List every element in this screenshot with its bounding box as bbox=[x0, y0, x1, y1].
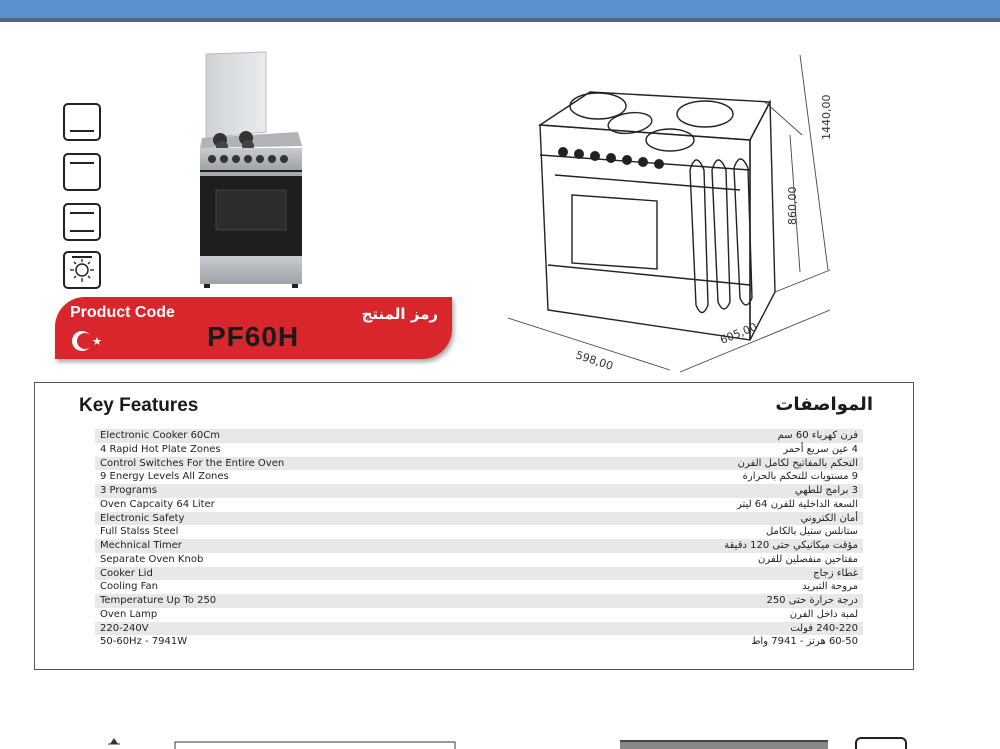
feature-row: Cooling Fan مروحة التبريد bbox=[100, 581, 858, 593]
dimension-drawing bbox=[500, 40, 900, 385]
feature-row: 4 Rapid Hot Plate Zones 4 عين سريع أحمر bbox=[100, 443, 858, 455]
feature-row: 220-240V 240-220 فولت bbox=[95, 622, 863, 636]
feature-row: Temperature Up To 250 درجة حرارة حتى 250 bbox=[95, 594, 863, 608]
top-heat-icon bbox=[63, 153, 101, 191]
feature-row: Oven Capcaity 64 Liter السعة الداخلية للفرن 64 ليتر bbox=[100, 498, 858, 510]
product-code-label: Product Code bbox=[70, 304, 175, 321]
turkey-flag-icon bbox=[70, 329, 110, 353]
top-bar bbox=[0, 0, 1000, 22]
feature-row: Separate Oven Knob مفتاحين منفصلين للفرن bbox=[100, 553, 858, 565]
features-title: Key Features bbox=[79, 395, 199, 416]
top-bottom-heat-icon bbox=[63, 203, 101, 241]
key-features-panel bbox=[34, 382, 914, 670]
bottom-diagram-partial bbox=[80, 738, 460, 749]
bottom-heat-icon bbox=[63, 103, 101, 141]
feature-row: 50-60Hz - 7941W 60-50 هرتز - 7941 واط bbox=[100, 636, 858, 648]
oven-lamp-icon bbox=[63, 251, 101, 289]
feature-row: Mechnical Timer مؤقت ميكانيكي حتى 120 دقيقة bbox=[95, 539, 863, 553]
bottom-photo-partial bbox=[620, 740, 828, 749]
product-code-label-arabic: رمز المنتج bbox=[361, 305, 438, 323]
dimension-height-lid: 1440,00 bbox=[820, 94, 833, 140]
features-list bbox=[95, 429, 863, 649]
feature-row: Oven Lamp لمبة داخل الفرن bbox=[100, 608, 858, 620]
product-photo bbox=[190, 50, 310, 290]
features-title-arabic: المواصفات bbox=[775, 394, 873, 415]
feature-row: Electronic Cooker 60Cm فرن كهرباء 60 سم bbox=[95, 429, 863, 443]
feature-row: 3 Programs 3 برامج للطهي bbox=[95, 484, 863, 498]
feature-row: Control Switches For the Entire Oven التحكم بالمفاتيح لكامل الفرن bbox=[95, 457, 863, 471]
dimension-width: 598,00 bbox=[574, 348, 615, 373]
dimension-height: 860,00 bbox=[786, 186, 799, 225]
feature-row: Cooker Lid غطاء زجاج bbox=[95, 567, 863, 581]
feature-row: Electronic Safety أمان الكتروني bbox=[95, 512, 863, 526]
product-code-value: PF60H bbox=[207, 321, 300, 352]
product-code-banner bbox=[55, 297, 452, 359]
feature-row: 9 Energy Levels All Zones 9 مستويات للتحكم بالحرارة bbox=[100, 471, 858, 483]
feature-row: Full Stalss Steel ستانلس ستيل بالكامل bbox=[100, 526, 858, 538]
dimension-depth: 605,00 bbox=[718, 320, 759, 347]
bottom-icon-partial bbox=[855, 737, 907, 749]
